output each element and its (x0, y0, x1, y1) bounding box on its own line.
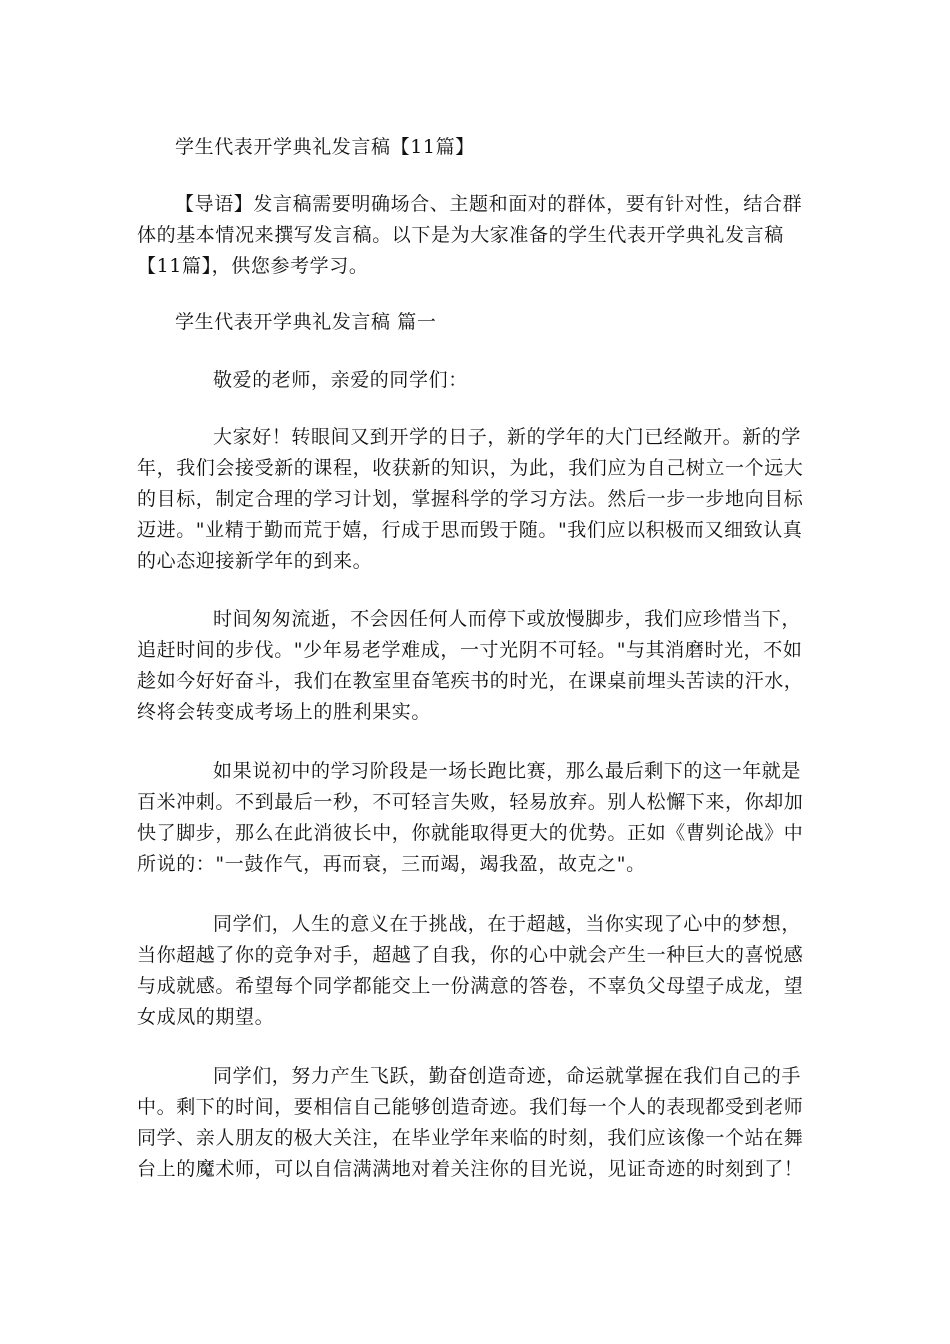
salutation: 敬爱的老师，亲爱的同学们： (213, 369, 468, 391)
section-heading: 学生代表开学典礼发言稿 篇一 (175, 311, 437, 333)
body-paragraph-5: 同学们，努力产生飞跃，勤奋创造奇迹，命运就掌握在我们自己的手中。剩下的时间，要相信自己能够创造奇迹。我们每一个人的表现都受到老师同学、亲人朋友的极大关注，在毕业学年来临的时刻，我们应该像一个站在舞台上的魔术师，可以自信满满地对着关注你的目光说，见证奇迹的时刻到了！ (137, 1065, 804, 1180)
body-paragraph-3: 如果说初中的学习阶段是一场长跑比赛，那么最后剩下的这一年就是百米冲刺。不到最后一秒，不可轻言失败，轻易放弃。别人松懈下来，你却加快了脚步，那么在此消彼长中，你就能取得更大的优势。正如《曹刿论战》中所说的："一鼓作气，再而衰，三而竭，竭我盈，故克之"。 (137, 760, 804, 875)
body-paragraph-1: 大家好！转眼间又到开学的日子，新的学年的大门已经敞开。新的学年，我们会接受新的课程，收获新的知识，为此，我们应为自己树立一个远大的目标，制定合理的学习计划，掌握科学的学习方法。然后一步一步地向目标迈进。"业精于勤而荒于嬉，行成于思而毁于随。"我们应以积极而又细致认真的心态迎接新学年的到来。 (137, 426, 804, 572)
body-paragraph-2: 时间匆匆流逝，不会因任何人而停下或放慢脚步，我们应珍惜当下，追赶时间的步伐。"少年易老学难成，一寸光阴不可轻。"与其消磨时光，不如趁如今好好奋斗，我们在教室里奋笔疾书的时光，在课桌前埋头苦读的汗水，终将会转变成考场上的胜利果实。 (137, 608, 804, 723)
body-paragraph-4: 同学们，人生的意义在于挑战，在于超越，当你实现了心中的梦想，当你超越了你的竞争对手，超越了自我，你的心中就会产生一种巨大的喜悦感与成就感。希望每个同学都能交上一份满意的答卷，不辜负父母望子成龙，望女成凤的期望。 (137, 913, 804, 1028)
document-title: 学生代表开学典礼发言稿【11篇】 (175, 136, 475, 158)
intro-paragraph: 【导语】发言稿需要明确场合、主题和面对的群体，要有针对性，结合群体的基本情况来撰写发言稿。以下是为大家准备的学生代表开学典礼发言稿【11篇】，供您参考学习。 (137, 193, 803, 277)
